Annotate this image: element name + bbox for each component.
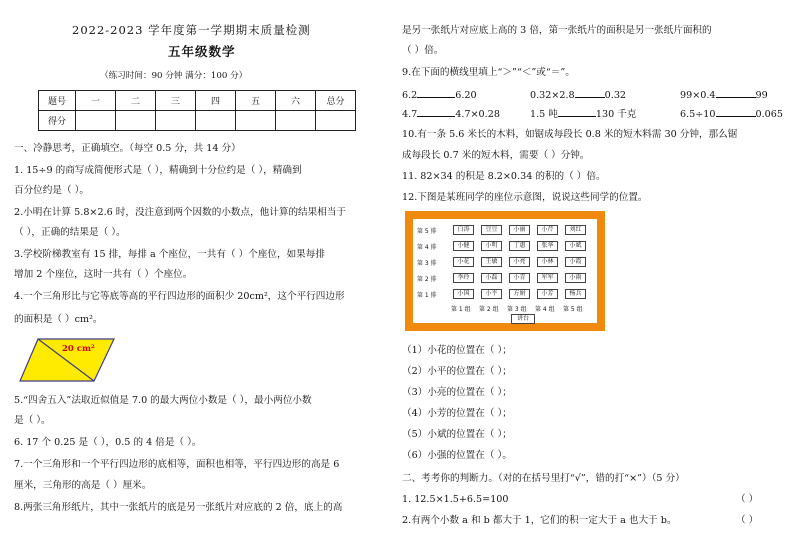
section1-heading: 一、冷静思考，正确填空。（每空 0.5 分，共 14 分） bbox=[14, 143, 241, 154]
seat-cell: 小青 bbox=[509, 273, 530, 283]
seat-cell: 小芹 bbox=[537, 225, 558, 235]
q7-line1: 7.一个三角形和一个平行四边形的底相等，面积也相等，平行四边形的高是 6 bbox=[14, 459, 340, 470]
score-row bbox=[39, 111, 356, 131]
q9-row2-item bbox=[680, 106, 783, 121]
score-row-label: 得分 bbox=[39, 111, 76, 131]
seat-cell: 小健 bbox=[453, 241, 474, 251]
judge-q1: 1. 12.5×1.5+6.5=100 bbox=[402, 494, 509, 505]
seat-cell: 李玲 bbox=[453, 273, 474, 283]
q6-line: 6. 17 个 0.25 是（ ），0.5 的 4 倍是（ ）。 bbox=[14, 437, 202, 448]
q9-row1-item bbox=[680, 87, 768, 102]
compare-blank[interactable] bbox=[558, 106, 596, 117]
row-label: 第 3 排 bbox=[417, 260, 437, 267]
figure-area-label: 20 cm² bbox=[62, 344, 95, 354]
seat-cell: 豆豆 bbox=[481, 225, 502, 235]
compare-blank[interactable] bbox=[417, 106, 455, 117]
seat-cell: 小花 bbox=[453, 257, 474, 267]
row-label: 第 5 排 bbox=[417, 228, 437, 235]
q8-line3: （ ）倍。 bbox=[402, 45, 444, 56]
q12-item: （5）小斌的位置在（ ）； bbox=[402, 429, 512, 440]
compare-blank[interactable] bbox=[575, 87, 605, 98]
score-header: 三 bbox=[156, 91, 196, 111]
score-cell[interactable] bbox=[196, 111, 236, 131]
seat-cell: 小亮 bbox=[509, 257, 530, 267]
seat-cell: 小雨 bbox=[565, 273, 586, 283]
q12-item: （3）小亮的位置在（ ）； bbox=[402, 387, 512, 398]
seat-cell: 小丽 bbox=[509, 225, 530, 235]
score-cell[interactable] bbox=[116, 111, 156, 131]
group-label: 第 3 组 bbox=[507, 306, 527, 313]
q9-row2-item bbox=[402, 106, 500, 121]
seat-cell: 小斌 bbox=[565, 241, 586, 251]
score-cell[interactable] bbox=[276, 111, 316, 131]
seat-cell: 小磊 bbox=[481, 273, 502, 283]
score-header: 六 bbox=[276, 91, 316, 111]
q9-row2-item bbox=[530, 106, 636, 121]
group-label: 第 1 组 bbox=[451, 306, 471, 313]
q3-line2: 增加 2 个座位，这时一共有（ ）个座位。 bbox=[14, 269, 193, 280]
score-header: 五 bbox=[236, 91, 276, 111]
q9-row1-item bbox=[530, 87, 626, 102]
judge-q2: 2.有两个小数 a 和 b 都大于 1，它们的积一定大于 a 也大于 b。 bbox=[402, 515, 677, 526]
row-label: 第 2 排 bbox=[417, 276, 437, 283]
q12-heading: 12.下图是某班同学的座位示意图，说说这些同学的位置。 bbox=[402, 192, 648, 203]
q9-left: 4.7 bbox=[402, 109, 418, 120]
q9-right: 99 bbox=[755, 90, 768, 101]
q4-line1: 4.一个三角形比与它等底等高的平行四边形的面积少 20cm²，这个平行四边形 bbox=[14, 291, 345, 302]
seat-cell: 小明 bbox=[481, 241, 502, 251]
row-label: 第 4 排 bbox=[417, 244, 437, 251]
score-cell[interactable] bbox=[156, 111, 196, 131]
score-cell[interactable] bbox=[236, 111, 276, 131]
seat-cell: 小国 bbox=[453, 289, 474, 299]
seating-chart bbox=[413, 219, 597, 323]
section2-heading: 二、考考你的判断力。（对的在括号里打“√”，错的打“×”）（5 分） bbox=[402, 473, 685, 484]
score-cell[interactable] bbox=[76, 111, 116, 131]
score-table bbox=[38, 90, 356, 131]
q11-line: 11. 82×34 的积是 8.2×0.34 的积的（ ）倍。 bbox=[402, 171, 606, 182]
seat-cell: 小平 bbox=[481, 289, 502, 299]
q10-line2: 成每段长 0.7 米的短木料，需要（ ）分钟。 bbox=[402, 150, 590, 161]
group-label: 第 5 组 bbox=[563, 306, 583, 313]
score-header: 四 bbox=[196, 91, 236, 111]
score-header: 总分 bbox=[316, 91, 356, 111]
q9-right: 0.065 bbox=[755, 109, 783, 120]
seat-cell: 小霞 bbox=[565, 257, 586, 267]
compare-blank[interactable] bbox=[716, 106, 756, 117]
q10-line1: 10.有一条 5.6 米长的木料，如锯成每段长 0.8 米的短木料需 30 分钟，那么锯 bbox=[402, 129, 738, 140]
seating-chart-frame bbox=[405, 211, 605, 331]
teacher-desk: 讲台 bbox=[511, 314, 535, 324]
q9-heading: 9.在下面的横线里填上“＞”“＜”或“＝”。 bbox=[402, 67, 575, 78]
seat-cell: 军军 bbox=[537, 273, 558, 283]
q9-right: 130 千克 bbox=[595, 109, 637, 120]
seat-cell: 方娟 bbox=[509, 289, 530, 299]
row-label: 第 1 排 bbox=[417, 292, 437, 299]
q12-item: （1）小花的位置在（ ）； bbox=[402, 345, 512, 356]
seat-cell: 杨兵 bbox=[565, 289, 586, 299]
score-header: 二 bbox=[116, 91, 156, 111]
seat-cell: 丁惠 bbox=[509, 241, 530, 251]
q5-line1: 5.“四舍五入”法取近似值是 7.0 的最大两位小数是（ ），最小两位小数 bbox=[14, 395, 312, 406]
q4-line2: 的面积是（ ）cm²。 bbox=[14, 314, 103, 325]
q3-line1: 3.学校阶梯教室有 15 排，每排 a 个座位，一共有（ ）个座位，如果每排 bbox=[14, 249, 325, 260]
q5-line2: 是（ ）。 bbox=[14, 415, 51, 426]
q9-left: 0.32×2.8 bbox=[530, 90, 575, 101]
q9-left: 99×0.4 bbox=[680, 90, 716, 101]
group-label: 第 4 组 bbox=[535, 306, 555, 313]
q12-item: （4）小芳的位置在（ ）； bbox=[402, 408, 512, 419]
q12-item: （6）小强的位置在（ ）。 bbox=[402, 450, 512, 461]
group-label: 第 2 组 bbox=[479, 306, 499, 313]
q9-left: 6.5÷10 bbox=[680, 109, 716, 120]
judge-q2-paren[interactable]: （ ） bbox=[736, 515, 759, 526]
score-header: 一 bbox=[76, 91, 116, 111]
score-cell[interactable] bbox=[316, 111, 356, 131]
seat-cell: 小芳 bbox=[537, 289, 558, 299]
q2-line1: 2.小明在计算 5.8×2.6 时，没注意到两个因数的小数点，他计算的结果相当于 bbox=[14, 207, 347, 218]
exam-subject: 五年级数学 bbox=[168, 44, 236, 59]
compare-blank[interactable] bbox=[417, 87, 455, 98]
seat-cell: 白涛 bbox=[453, 225, 474, 235]
score-header-row bbox=[39, 91, 356, 111]
q1-line2: 百分位约是（ ）。 bbox=[14, 185, 89, 196]
q9-right: 0.32 bbox=[604, 90, 627, 101]
q9-right: 6.20 bbox=[455, 90, 477, 101]
q9-row1-item bbox=[402, 87, 477, 102]
q9-right: 4.7×0.28 bbox=[455, 109, 500, 120]
q12-item: （2）小平的位置在（ ）； bbox=[402, 366, 512, 377]
q9-left: 1.5 吨 bbox=[530, 109, 558, 120]
exam-info: （练习时间：90 分钟 满分：100 分） bbox=[100, 71, 248, 81]
judge-q1-paren[interactable]: （ ） bbox=[736, 494, 759, 505]
seat-cell: 张华 bbox=[537, 241, 558, 251]
q7-line2: 厘米，三角形的高是（ ）厘米。 bbox=[14, 480, 152, 491]
q2-line2: （ ），正确的结果是（ ）。 bbox=[14, 227, 126, 238]
q9-left: 6.2 bbox=[402, 90, 418, 101]
q1-line1: 1. 15÷9 的商写成简便形式是（ ），精确到十分位约是（ ），精确到 bbox=[14, 165, 302, 176]
seat-cell: 王敏 bbox=[481, 257, 502, 267]
score-header: 题号 bbox=[39, 91, 76, 111]
seat-cell: 刘红 bbox=[565, 225, 586, 235]
seat-cell: 小林 bbox=[537, 257, 558, 267]
q8-line1: 8.两张三角形纸片，其中一张纸片的底是另一张纸片对应底的 2 倍，底上的高 bbox=[14, 502, 343, 513]
q8-line2: 是另一张纸片对应底上高的 3 倍，第一张纸片的面积是另一张纸片面积的 bbox=[402, 25, 712, 36]
exam-title: 2022-2023 学年度第一学期期末质量检测 bbox=[72, 23, 311, 37]
compare-blank[interactable] bbox=[716, 87, 756, 98]
